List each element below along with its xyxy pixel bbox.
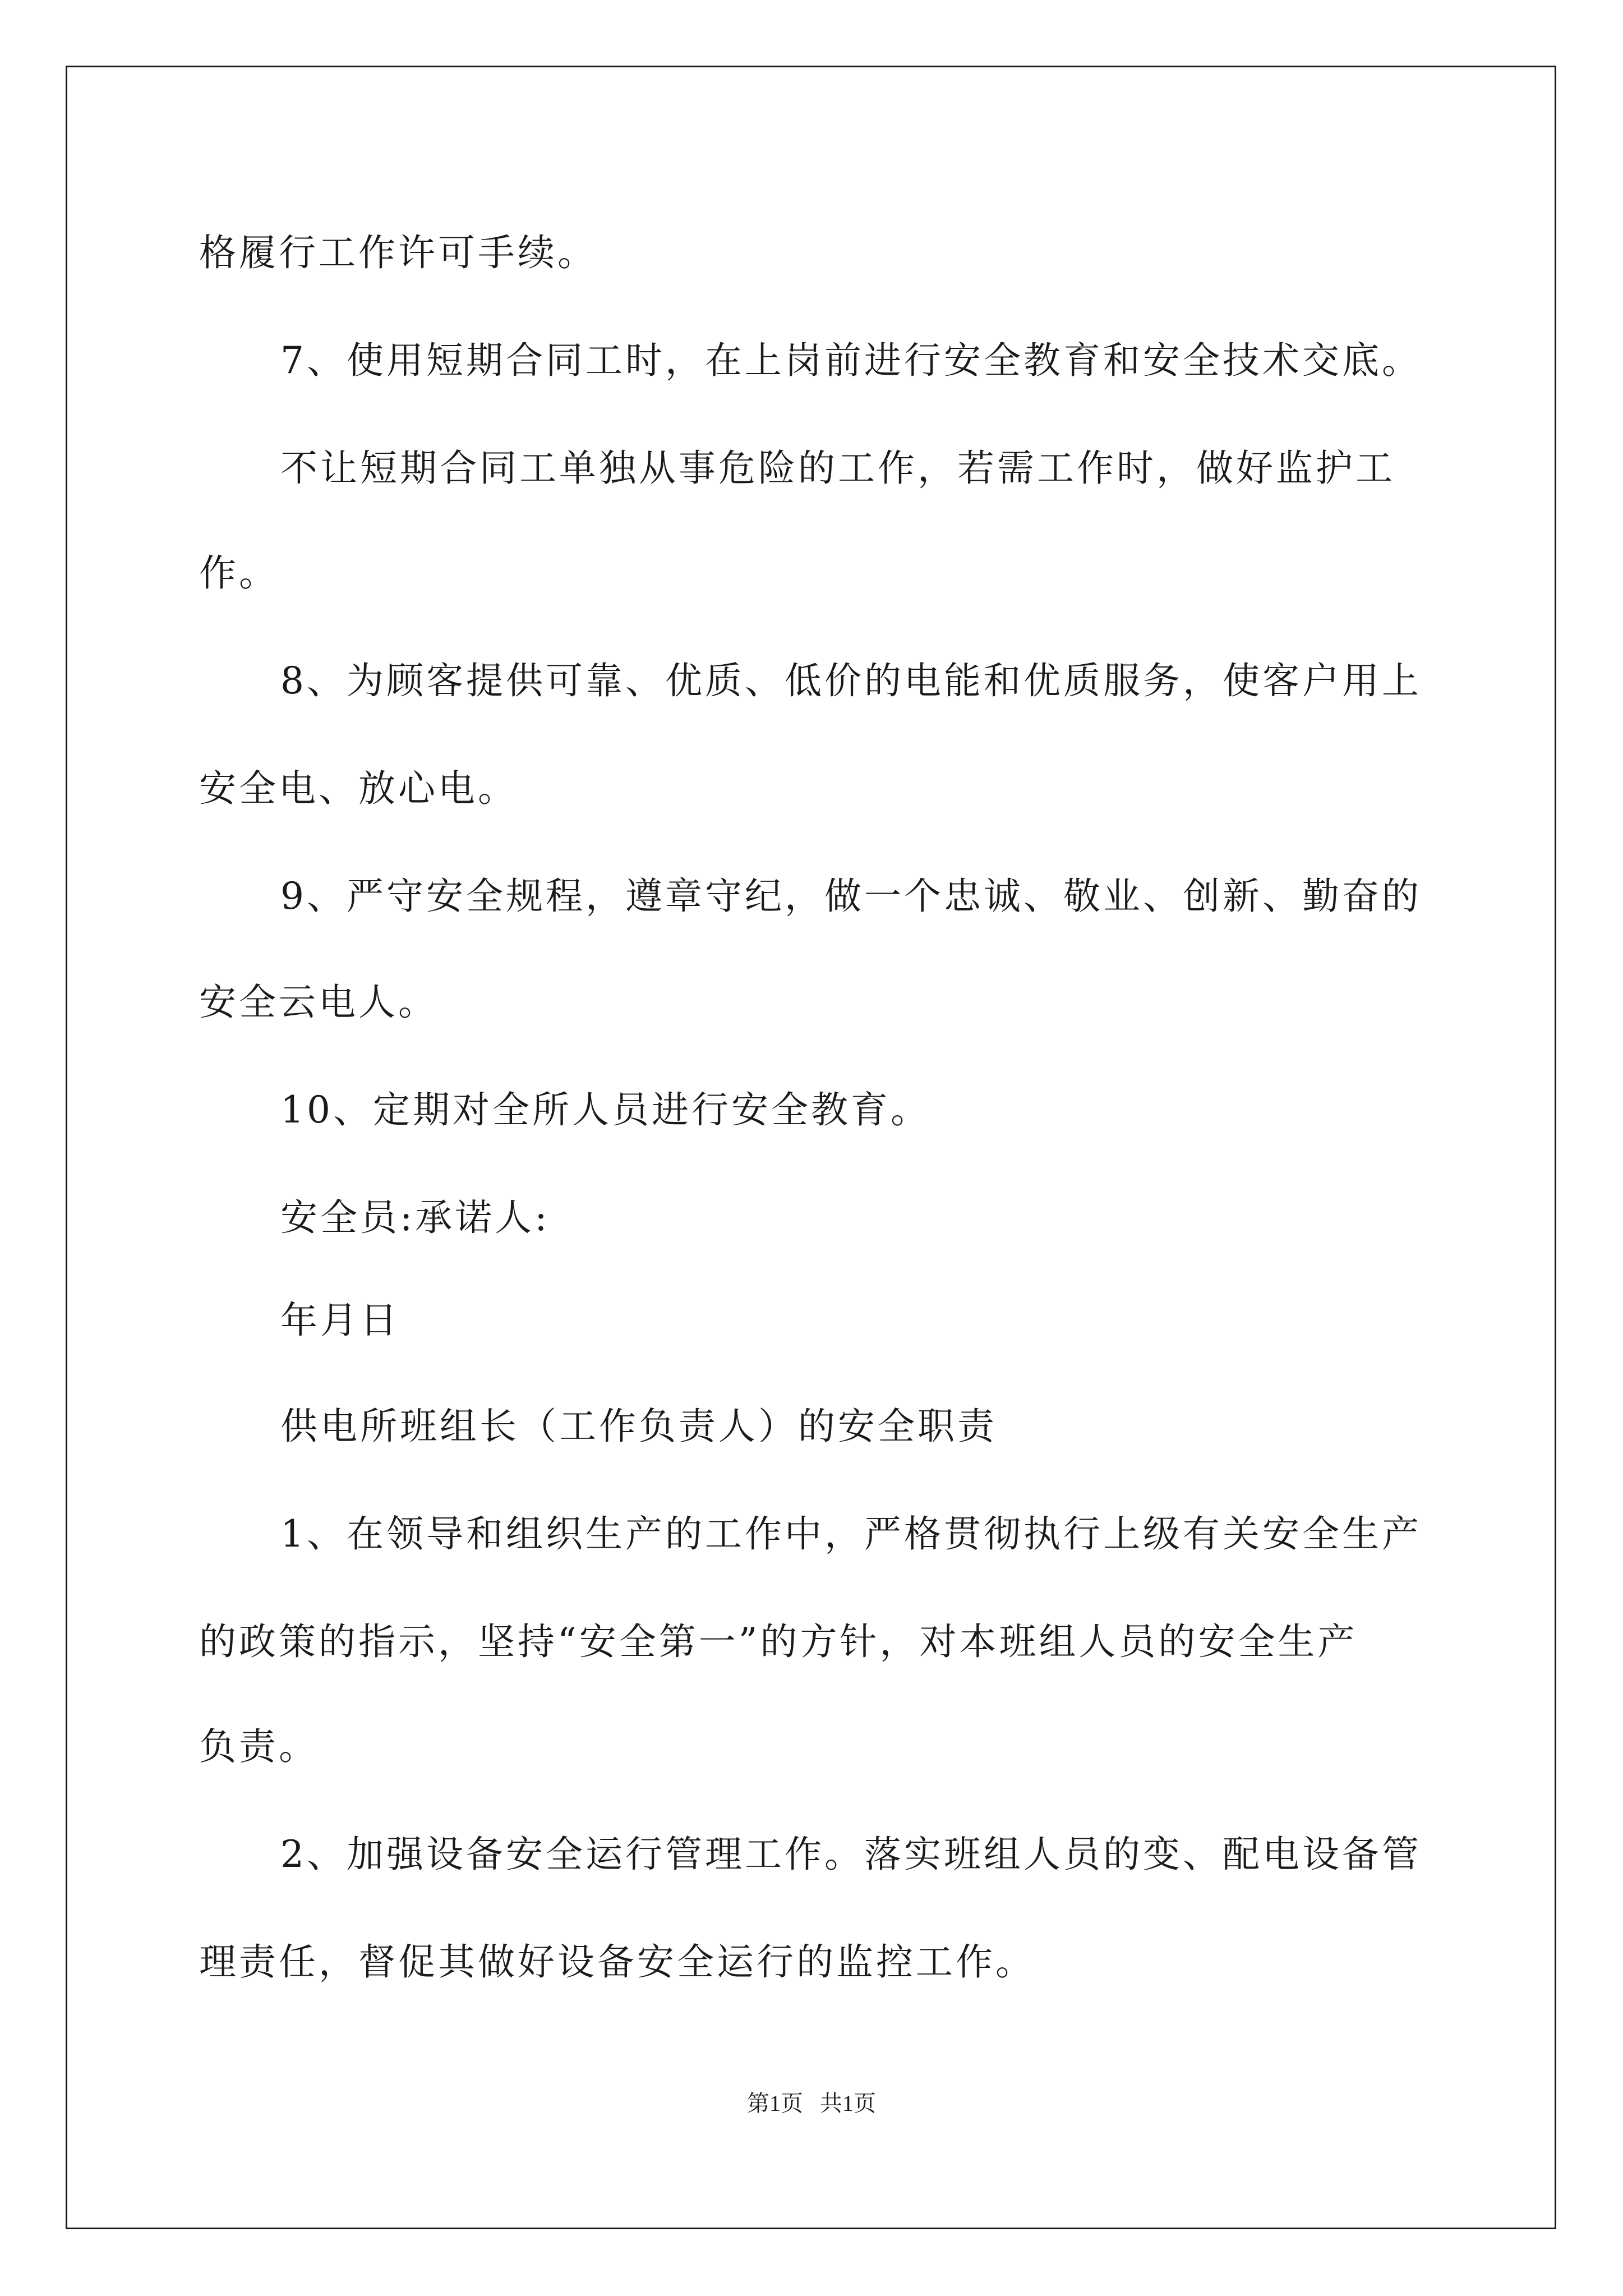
text-line: 1、在领导和组织生产的工作中，严格贯彻执行上级有关安全生产 xyxy=(280,1512,1422,1556)
text-line: 年月日 xyxy=(280,1299,400,1342)
text-line: 9、严守安全规程，遵章守纪，做一个忠诚、敬业、创新、勤奋的 xyxy=(280,875,1422,918)
text-line: 10、定期对全所人员进行安全教育。 xyxy=(280,1088,930,1131)
text-line: 作。 xyxy=(199,551,279,595)
text-line: 8、为顾客提供可靠、优质、低价的电能和优质服务，使客户用上 xyxy=(280,659,1422,702)
page-number: 第1页 共1页 xyxy=(747,2091,876,2116)
text-line: 安全云电人。 xyxy=(199,981,438,1024)
section-heading: 供电所班组长（工作负责人）的安全职责 xyxy=(280,1405,997,1448)
text-line: 理责任，督促其做好设备安全运行的监控工作。 xyxy=(199,1940,1035,1984)
text-line: 负责。 xyxy=(199,1725,319,1768)
text-line: 格履行工作许可手续。 xyxy=(199,231,597,274)
text-line: 的政策的指示，坚持“安全第一”的方针，对本班组人员的安全生产 xyxy=(199,1620,1358,1663)
text-line: 不让短期合同工单独从事危险的工作，若需工作时，做好监护工 xyxy=(280,447,1395,490)
text-line: 7、使用短期合同工时，在上岗前进行安全教育和安全技术交底。 xyxy=(280,339,1422,382)
text-line: 2、加强设备安全运行管理工作。落实班组人员的变、配电设备管 xyxy=(280,1833,1422,1876)
text-line: 安全员:承诺人: xyxy=(280,1196,550,1239)
text-line: 安全电、放心电。 xyxy=(199,767,518,810)
